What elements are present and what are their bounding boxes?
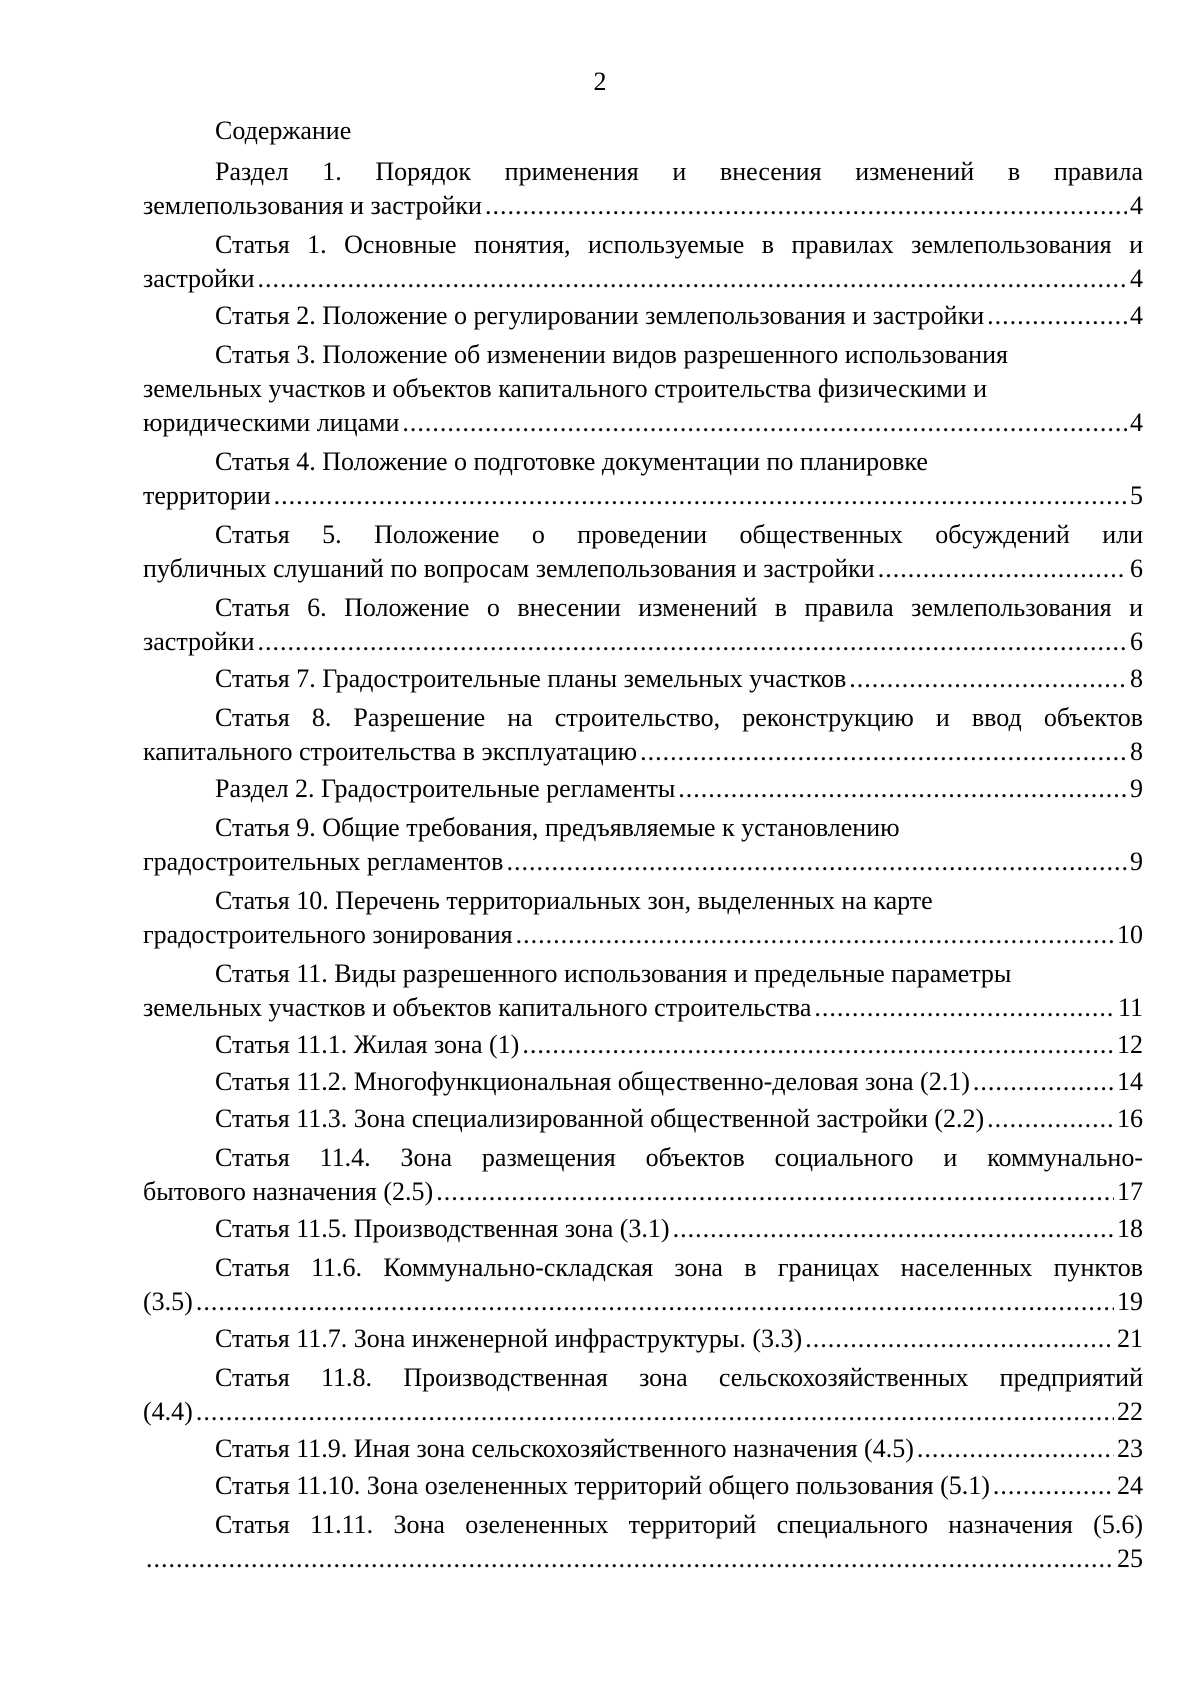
dot-leader [917, 1432, 1114, 1466]
toc-page-number: 21 [1117, 1324, 1143, 1353]
toc-entry-text: Статья 11.2. Многофункциональная общественно-деловая зона (2.1) [215, 1067, 970, 1096]
toc-page-number: 5 [1130, 481, 1143, 510]
toc-entry[interactable] [143, 155, 1143, 223]
dot-leader [258, 625, 1128, 659]
toc-page-number: 25 [1117, 1544, 1143, 1573]
toc-entry-text: Статья 11.10. Зона озелененных территорий общего пользования (5.1) [215, 1471, 990, 1500]
toc-entry-text: застройки [143, 264, 255, 293]
toc-entry-text: Раздел 2. Градостроительные регламенты [215, 774, 676, 803]
toc-entry[interactable] [143, 1361, 1143, 1429]
toc-entry-text: Статья 9. Общие требования, предъявляемые к установлению [215, 813, 900, 842]
toc-entry[interactable] [143, 228, 1143, 296]
toc-page-number: 4 [1130, 408, 1143, 437]
toc-entry-text: Статья 11.6. Коммунально-складская зона в границах населенных пунктов [215, 1253, 1143, 1282]
toc-entry[interactable] [143, 338, 1143, 440]
dot-leader [522, 1028, 1114, 1062]
toc-entry[interactable] [143, 662, 1143, 696]
toc-entry-text: Статья 11.1. Жилая зона (1) [215, 1030, 520, 1059]
toc-entry[interactable] [143, 957, 1143, 1025]
toc-entry[interactable] [143, 811, 1143, 879]
toc-entry-text: Статья 11.7. Зона инженерной инфраструктуры. (3.3) [215, 1324, 803, 1353]
toc-entry-text: градостроительных регламентов [143, 847, 504, 876]
page-number: 2 [593, 67, 607, 96]
toc-page-number: 24 [1117, 1471, 1143, 1500]
toc-entry-text: Раздел 1. Порядок применения и внесения изменений в правила [215, 157, 1143, 186]
toc-entry-text: публичных слушаний по вопросам землепользования и застройки [143, 554, 875, 583]
toc-page-number: 19 [1117, 1287, 1143, 1316]
dot-leader [993, 1469, 1114, 1503]
toc-entry[interactable] [143, 1065, 1143, 1099]
dot-leader [402, 406, 1127, 440]
toc-entry-text: Статья 4. Положение о подготовке документации по планировке [215, 447, 928, 476]
toc-page-number: 4 [1130, 301, 1143, 330]
toc-page-number: 12 [1117, 1030, 1143, 1059]
toc-entry-text: застройки [143, 627, 255, 656]
toc-entry-text: Статья 11.8. Производственная зона сельскохозяйственных предприятий [215, 1363, 1143, 1392]
toc-entry-text: Статья 11.4. Зона размещения объектов социального и коммунально- [215, 1143, 1143, 1172]
toc-page-number: 14 [1117, 1067, 1143, 1096]
toc-entry-text: Статья 5. Положение о проведении общественных обсуждений или [215, 520, 1143, 549]
dot-leader [805, 1322, 1114, 1356]
toc-entry-text: юридическими лицами [143, 408, 400, 437]
toc-entry-text: Статья 6. Положение о внесении изменений в правила землепользования и [215, 593, 1143, 622]
toc-entry-text: Статья 7. Градостроительные планы земельных участков [215, 664, 847, 693]
dot-leader [436, 1175, 1114, 1209]
dot-leader [678, 772, 1127, 806]
dot-leader [814, 991, 1115, 1025]
table-of-contents [143, 114, 1143, 1576]
toc-entry[interactable] [143, 701, 1143, 769]
toc-entry-text: землепользования и застройки [143, 191, 482, 220]
toc-entry-text: Статья 11.9. Иная зона сельскохозяйственного назначения (4.5) [215, 1434, 914, 1463]
dot-leader [973, 1065, 1114, 1099]
toc-page-number: 17 [1117, 1177, 1143, 1206]
toc-entry-text: Статья 11. Виды разрешенного использования и предельные параметры [215, 959, 1012, 988]
toc-page-number: 16 [1117, 1104, 1143, 1133]
toc-entry-text: Статья 1. Основные понятия, используемые в правилах землепользования и [215, 230, 1143, 259]
toc-page-number: 4 [1130, 191, 1143, 220]
toc-entry[interactable] [143, 518, 1143, 586]
toc-page-number: 18 [1117, 1214, 1143, 1243]
dot-leader [146, 1542, 1114, 1576]
toc-page-number: 9 [1130, 774, 1143, 803]
dot-leader [506, 845, 1127, 879]
toc-entry-text: Статья 10. Перечень территориальных зон, выделенных на карте [215, 886, 933, 915]
toc-entry[interactable] [143, 591, 1143, 659]
toc-entry[interactable] [143, 1212, 1143, 1246]
toc-entry-text: земельных участков и объектов капитального строительства физическими и [143, 374, 987, 403]
toc-page-number: 6 [1130, 627, 1143, 656]
toc-page-number: 9 [1130, 847, 1143, 876]
toc-entry-text: (3.5) [143, 1287, 193, 1316]
toc-page-number: 22 [1117, 1397, 1143, 1426]
toc-page-number: 6 [1130, 554, 1143, 583]
dot-leader [274, 479, 1127, 513]
toc-entry-text: капитального строительства в эксплуатацию [143, 737, 638, 766]
toc-entry-text: земельных участков и объектов капитального строительства [143, 993, 812, 1022]
dot-leader [196, 1285, 1114, 1319]
toc-page-number: 10 [1117, 920, 1143, 949]
toc-heading: Содержание [215, 116, 352, 145]
toc-entry[interactable] [143, 1141, 1143, 1209]
toc-entry[interactable] [143, 1469, 1143, 1503]
dot-leader [878, 552, 1127, 586]
toc-entry-text: градостроительного зонирования [143, 920, 513, 949]
toc-entry[interactable] [143, 772, 1143, 806]
dot-leader [516, 918, 1114, 952]
dot-leader [987, 1102, 1114, 1136]
toc-entry-text: Статья 11.5. Производственная зона (3.1) [215, 1214, 670, 1243]
toc-entry[interactable] [143, 445, 1143, 513]
toc-entry-text: территории [143, 481, 271, 510]
dot-leader [673, 1212, 1114, 1246]
toc-page-number: 11 [1117, 993, 1143, 1022]
toc-page-number: 8 [1130, 664, 1143, 693]
toc-entry[interactable] [143, 1508, 1143, 1576]
toc-entry-text: Статья 11.11. Зона озелененных территорий специального назначения (5.6) [215, 1510, 1143, 1539]
toc-entry[interactable] [143, 1322, 1143, 1356]
toc-entry[interactable] [143, 1251, 1143, 1319]
toc-page-number: 4 [1130, 264, 1143, 293]
toc-entry-text: Статья 11.3. Зона специализированной общественной застройки (2.2) [215, 1104, 985, 1133]
toc-entry[interactable] [143, 299, 1143, 333]
toc-entry-text: Статья 3. Положение об изменении видов разрешенного использования [215, 340, 1008, 369]
toc-entry-text: Статья 2. Положение о регулировании землепользования и застройки [215, 301, 985, 330]
toc-entry-text: (4.4) [143, 1397, 193, 1426]
toc-entry[interactable] [143, 1432, 1143, 1466]
dot-leader [987, 299, 1127, 333]
toc-entry[interactable] [143, 1028, 1143, 1062]
dot-leader [485, 189, 1127, 223]
dot-leader [196, 1395, 1114, 1429]
toc-page-number: 8 [1130, 737, 1143, 766]
dot-leader [640, 735, 1127, 769]
toc-entry-text: Статья 8. Разрешение на строительство, реконструкцию и ввод объектов [215, 703, 1143, 732]
toc-entry[interactable] [143, 1102, 1143, 1136]
toc-page-number: 23 [1117, 1434, 1143, 1463]
toc-entry[interactable] [143, 884, 1143, 952]
dot-leader [258, 262, 1128, 296]
dot-leader [849, 662, 1127, 696]
toc-entries [143, 155, 1143, 1576]
toc-entry-text: бытового назначения (2.5) [143, 1177, 434, 1206]
